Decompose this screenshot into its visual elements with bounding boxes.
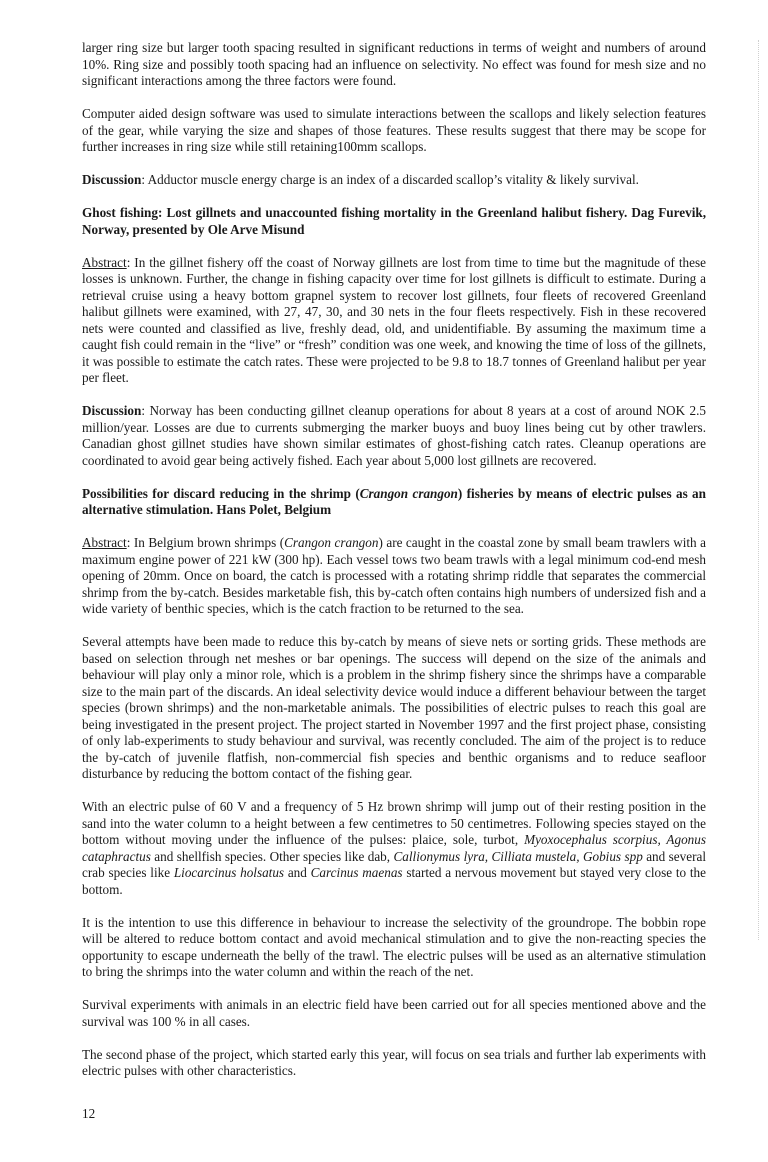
species-name: Crangon crangon: [284, 535, 379, 550]
species-name: Myoxocephalus scorpius, Agonus cataphractus: [82, 832, 706, 864]
body-paragraph: [82, 997, 706, 1030]
text-segment: : Norway has been conducting gillnet cleanup operations for about 8 years at a cost of around NOK 2.5 million/year. Losses are due to currents submerging the marker buoys and buoy lines being cut by other trawlers. Canadian ghost gillnet studies have shown similar estimates of ghost-fishing catch rates. Cleanup operations are coordinated to avoid gear being actively fished. Each year about 5,000 lost gillnets are recovered.: [82, 403, 706, 468]
body-paragraph: [82, 634, 706, 783]
page-content: [82, 0, 706, 1162]
text-segment: : In Belgium brown shrimps (: [126, 535, 285, 550]
species-name: Liocarcinus holsatus: [173, 865, 285, 880]
text-segment: : In the gillnet fishery off the coast of Norway gillnets are lost from time to time but the magnitude of these losses is unknown. Further, the change in fishing capacity over time for lost gillnets is difficult to estimate. During a retrieval cruise using a heavy bottom grapnel system to recover lost gillnets, four fleets of recovered Greenland halibut gillnets were examined, with 27, 47, 30, and 30 nets in the four fleets respectively. Fish in these recovered nets were counted and classified as live, freshly dead, old, and unidentifiable. By assuming the maximum time a caught fish could remain in the “live” or “fresh” condition was one week, and knowing the time of loss of the gillnets, it was possible to estimate the catch rates. These were projected to be 9.8 to 18.7 tonnes of Greenland halibut per year per fleet.: [82, 254, 706, 385]
text-segment: and: [284, 865, 311, 880]
text-segment: and several crab species like: [82, 848, 706, 880]
body-paragraph: [82, 255, 706, 387]
species-name: Carcinus maenas: [310, 865, 403, 880]
scan-edge-line: [758, 40, 759, 940]
section-heading: [82, 486, 706, 519]
text-segment: ) are caught in the coastal zone by small beam trawlers with a maximum engine power of 221 kW (300 hp). Each vessel tows two beam trawls with a legal minimum cod-end mesh opening of 20mm. Once on board, the catch is processed with a rotating shrimp riddle that separates the commercial shrimp from the by-catch. Besides marketable fish, this by-catch often contains high numbers of undersized fish and a wide variety of benthic species, which is the catch fraction to be returned to the sea.: [82, 535, 706, 616]
body-paragraph: [82, 535, 706, 618]
body-paragraph: [82, 403, 706, 469]
text-segment: started a nervous movement but stayed very close to the bottom.: [82, 865, 706, 897]
species-name: Crangon crangon: [359, 485, 458, 501]
page-number: 12: [82, 1105, 96, 1121]
section-heading: [82, 205, 706, 238]
text-segment: Possibilities for discard reducing in the shrimp (: [82, 485, 360, 501]
body-paragraph: [82, 172, 706, 189]
species-name: Callionymus lyra, Cilliata mustela, Gobius spp: [393, 848, 643, 864]
text-segment: Discussion: [82, 403, 142, 418]
text-segment: With an electric pulse of 60 V and a frequency of 5 Hz brown shrimp will jump out of their resting position in the sand into the water column to a height between a few centimetres to 50 centimetres. Following species stayed on the bottom without moving under the influence of the pulses: plaice, sole, turbot,: [82, 799, 706, 847]
text-segment: larger ring size but larger tooth spacing resulted in significant reductions in terms of weight and numbers of around 10%. Ring size and possibly tooth spacing had an influence on selectivity. No effect was found for mesh size and no significant interactions among the three factors were found.: [82, 40, 706, 88]
text-segment: Computer aided design software was used to simulate interactions between the scallops and likely selection features of the gear, while varying the size and shapes of those features. These results suggest that there may be scope for further increases in ring size while still retaining100mm scallops.: [82, 106, 706, 154]
abstract-label: Abstract: [82, 535, 127, 550]
body-paragraph: [82, 915, 706, 981]
text-segment: It is the intention to use this difference in behaviour to increase the selectivity of the groundrope. The bobbin rope will be altered to reduce bottom contact and avoid mechanical stimulation and to give the non-reacting species the opportunity to escape underneath the belly of the trawl. The electric pulses will be used as an alternative stimulation to bring the shrimps into the water column and within the reach of the net.: [82, 914, 706, 979]
text-segment: ) fisheries by means of electric pulses as an alternative stimulation. Hans Polet, Belgium: [82, 485, 706, 517]
body-paragraph: [82, 1047, 706, 1080]
document-page: [82, 40, 706, 1080]
text-segment: Survival experiments with animals in an electric field have been carried out for all species mentioned above and the survival was 100 % in all cases.: [82, 997, 706, 1029]
text-segment: Ghost fishing: Lost gillnets and unaccounted fishing mortality in the Greenland halibut fishery. Dag Furevik, Norway, presented by Ole Arve Misund: [82, 205, 706, 237]
body-paragraph: [82, 40, 706, 90]
body-paragraph: [82, 106, 706, 156]
body-paragraph: [82, 799, 706, 898]
text-segment: : Adductor muscle energy charge is an index of a discarded scallop’s vitality & likely survival.: [141, 172, 639, 187]
text-segment: Several attempts have been made to reduce this by-catch by means of sieve nets or sorting grids. These methods are based on selection through net meshes or bar openings. The success will depend on the size of the animals and behaviour will play only a minor role, which is a problem in the shrimp fishery since the shrimps have a comparable size to the main part of the discards. An ideal selectivity device would induce a different behaviour between the target species (brown shrimps) and the non-marketable animals. The possibilities of electric pulses to reach this goal are being investigated in the present project. The project started in November 1997 and the first project phase, consisting of only lab-experiments to study behaviour and survival, was recently concluded. The aim of the project is to reduce the by-catch of juvenile flatfish, non-commercial fish species and benthic organisms and to reduce seafloor disturbance by reducing the bottom contact of the fishing gear.: [82, 634, 706, 781]
text-segment: and shellfish species. Other species like dab,: [150, 848, 394, 864]
text-segment: The second phase of the project, which started early this year, will focus on sea trials and further lab experiments with electric pulses with other characteristics.: [82, 1046, 706, 1078]
abstract-label: Abstract: [82, 254, 127, 270]
text-segment: Discussion: [82, 172, 142, 187]
